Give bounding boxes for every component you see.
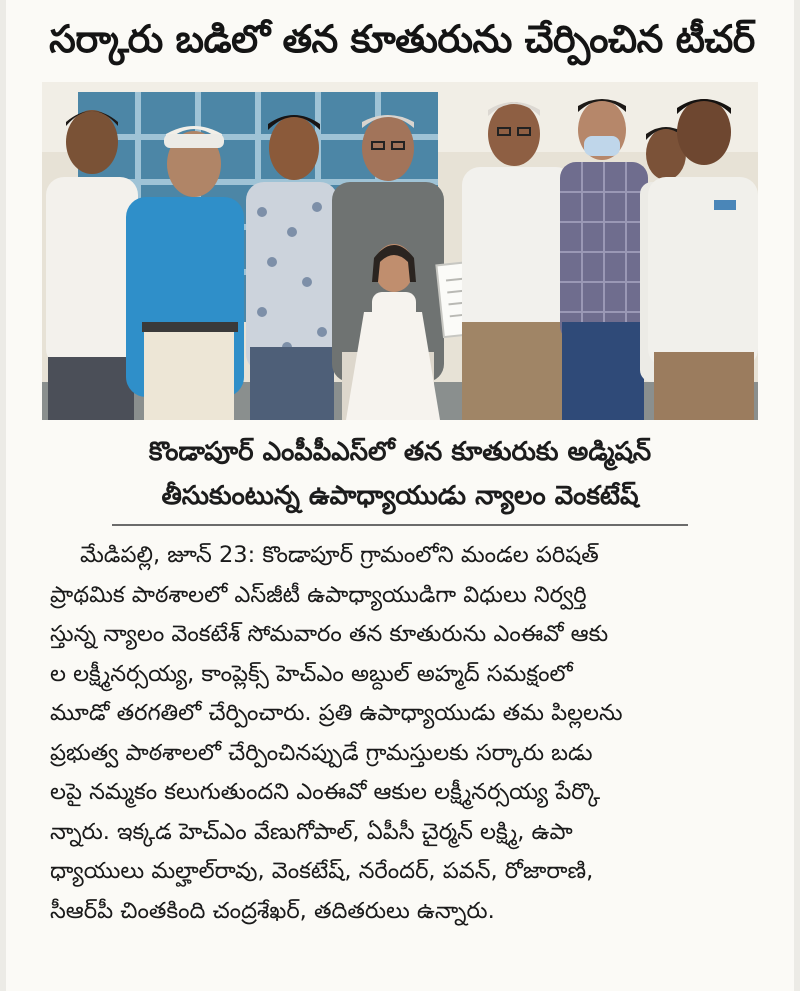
article-line: ల లక్ష్మీనర్సయ్య, కాంప్లెక్స్ హెచ్‌ఎం అబ్దుల్ అహ్మద్ సమక్షంలో [50,660,573,687]
page-edge-left [0,0,6,991]
article-body [50,536,750,931]
article-line: మేడిపల్లి, జూన్ 23: కొండాపూర్ గ్రామంలోని మండల పరిషత్ [80,542,599,568]
article-line: లపై నమ్మకం కలుగుతుందని ఎంఈవో ఆకుల లక్ష్మీనర్సయ్య పేర్కొ [50,779,601,805]
news-photo [42,82,758,420]
article-line: మూడో తరగతిలో చేర్పించారు. ప్రతి ఉపాధ్యాయుడు తమ పిల్లలను [50,700,623,726]
article-line: ప్రాథమిక పాఠశాలలో ఎస్‌జీటీ ఉపాధ్యాయుడిగా విధులు నిర్వర్తి [50,581,587,608]
article-line: న్నారు. ఇక్కడ హెచ్‌ఎం వేణుగోపాల్, ఏపీసీ చైర్మన్ లక్ష్మి, ఉపా [50,818,573,845]
article-line: స్తున్న న్యాలం వెంకటేశ్ సోమవారం తన కూతురును ఎంఈవో ఆకు [50,621,609,647]
headline: సర్కారు బడిలో తన కూతురును చేర్పించిన టీచర్ [49,17,755,61]
article-line: ధ్యాయులు మల్హాల్‌రావు, వెంకటేష్, నరేందర్, పవన్, రోజారాణి, [50,858,594,884]
article-line: ప్రభుత్వ పాఠశాలలో చేర్పించినప్పుడే గ్రామస్తులకు సర్కారు బడు [50,739,593,766]
photo-caption [60,430,740,518]
article-line: సీఆర్‌పీ చింతకింది చంద్రశేఖర్, తదితరులు ఉన్నారు. [50,897,495,924]
page-edge-right [794,0,800,991]
caption-line-2: తీసుకుంటున్న ఉపాధ్యాయుడు న్యాలం వెంకటేష్ [161,481,639,511]
group-photo-icon [42,82,758,420]
caption-line-1: కొండాపూర్ ఎంపీపీఎస్‌లో తన కూతురుకు అడ్మిషన్ [148,437,652,467]
caption-divider [112,524,688,526]
